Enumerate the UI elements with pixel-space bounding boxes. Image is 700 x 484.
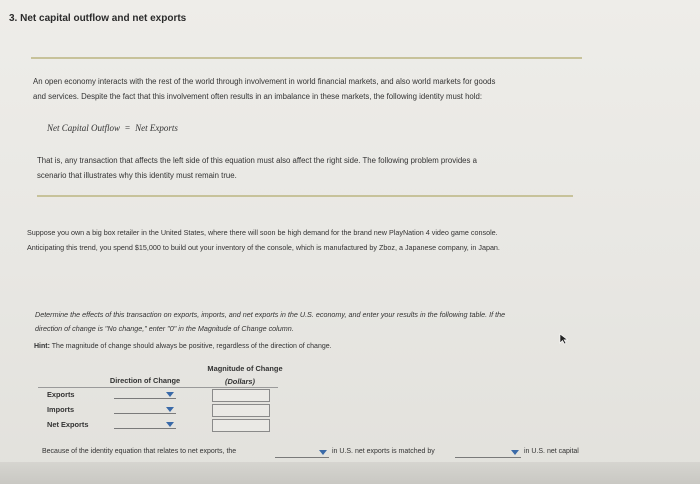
divider-top [31,57,582,59]
conclusion-part-3: in U.S. net capital [524,448,579,455]
header-magnitude: Magnitude of Change [207,364,283,373]
scenario-line-2: Anticipating this trend, you spend $15,000 to build out your inventory of the console, which is manufactured by Zboz, a Japanese company, in Japan. [27,243,500,252]
net-exports-change-dropdown[interactable] [275,449,329,458]
instructions-text [35,308,505,336]
instructions-line-2: direction of change is "No change," enter "0" in the Magnitude of Change column. [35,324,294,333]
explanation-line-2: scenario that illustrates why this identity must remain true. [37,171,237,180]
chevron-down-icon [166,422,174,427]
header-magnitude-unit: (Dollars) [225,377,255,386]
chevron-down-icon [166,407,174,412]
imports-magnitude-input[interactable] [212,404,270,417]
exports-direction-dropdown[interactable] [114,390,176,399]
row-label-exports: Exports [47,390,75,399]
net-exports-magnitude-input[interactable] [212,419,270,432]
explanation-line-1: That is, any transaction that affects the left side of this equation must also affect the right side. The following problem provides a [37,156,477,165]
hint-text [34,343,332,350]
capital-outflow-change-dropdown[interactable] [455,449,521,458]
scenario-text [27,225,500,255]
net-exports-direction-dropdown[interactable] [114,420,176,429]
question-title: 3. Net capital outflow and net exports [9,13,187,24]
intro-line-1: An open economy interacts with the rest of the world through involvement in world financial markets, and also world markets for goods [33,77,496,86]
header-direction: Direction of Change [109,376,181,385]
chevron-down-icon [319,450,327,455]
formula-right: Net Exports [135,123,178,133]
intro-line-2: and services. Despite the fact that this involvement often results in an imbalance in these markets, the following identity must hold: [33,92,482,101]
table-header-rule [38,387,278,388]
intro-text [33,74,495,104]
hint-body: The magnitude of change should always be positive, regardless of the direction of change. [51,343,332,350]
exports-magnitude-input[interactable] [212,389,270,402]
identity-formula [47,123,178,133]
row-label-net-exports: Net Exports [47,420,89,429]
bottom-shadow [0,462,700,484]
conclusion-part-2: in U.S. net exports is matched by [332,448,435,455]
formula-left: Net Capital Outflow [47,123,121,133]
conclusion-part-1: Because of the identity equation that relates to net exports, the [42,448,237,455]
imports-direction-dropdown[interactable] [114,405,176,414]
divider-middle [37,195,573,197]
chevron-down-icon [166,392,174,397]
hint-label: Hint: [34,343,50,350]
identity-explanation [37,153,477,183]
scenario-line-1: Suppose you own a big box retailer in the United States, where there will soon be high demand for the brand new PlayNation 4 video game console. [27,228,498,237]
chevron-down-icon [511,450,519,455]
formula-equals: = [125,123,131,133]
mouse-cursor-icon [559,333,569,345]
row-label-imports: Imports [47,405,75,414]
instructions-line-1: Determine the effects of this transaction on exports, imports, and net exports in the U.S. economy, and enter your results in the following table. If the [35,310,506,319]
